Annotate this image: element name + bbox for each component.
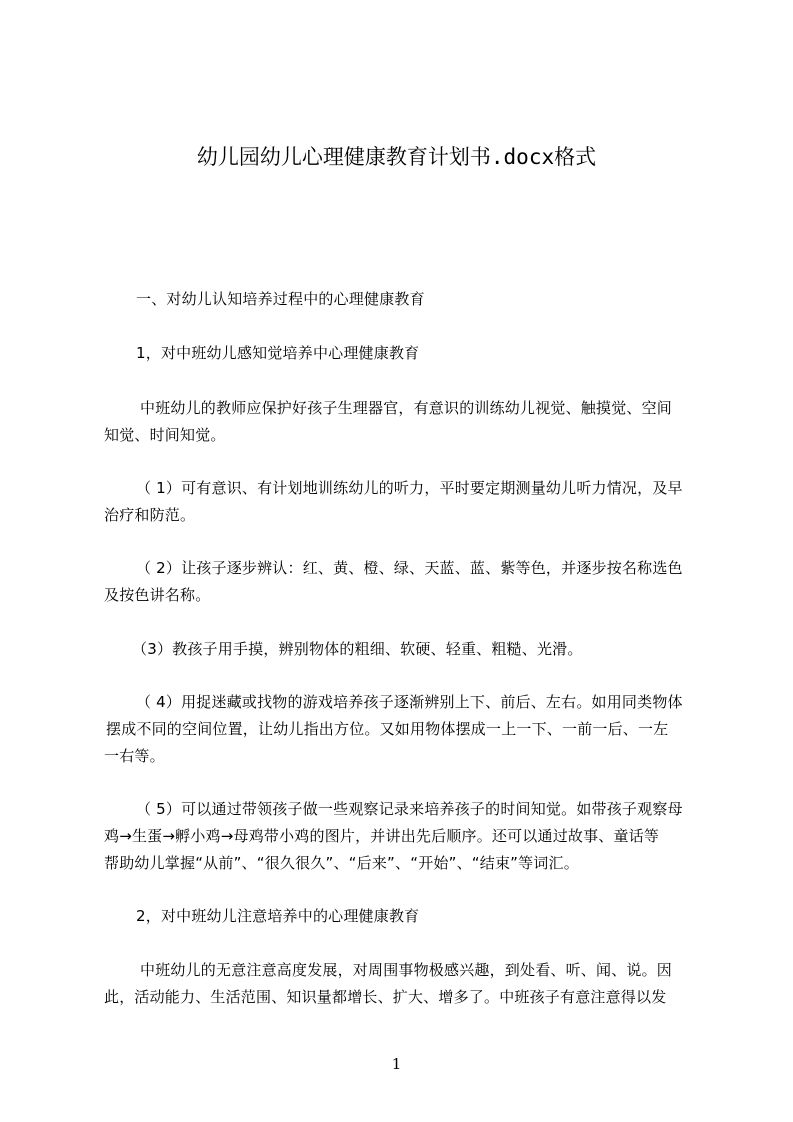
subsection-heading: 1，对中班幼儿感知觉培养中心理健康教育 [136, 344, 420, 362]
paragraph-line: 知觉、时间知觉。 [104, 426, 226, 444]
paragraph-line: 治疗和防范。 [104, 506, 196, 524]
paragraph-line: 一右等。 [104, 747, 165, 765]
document-title [0, 142, 793, 172]
paragraph-line: 帮助幼儿掌握“从前”、“很久很久”、“后来”、“开始”、“结束”等词汇。 [104, 854, 579, 872]
paragraph-line: （ 5）可以通过带领孩子做一些观察记录来培养孩子的时间知觉。如带孩子观察母 [136, 800, 683, 818]
paragraph-line: 摆成不同的空间位置，让幼儿指出方位。又如用物体摆成一上一下、一前一后、一左 [106, 720, 669, 738]
paragraph-line: （ 1）可有意识、有计划地训练幼儿的听力，平时要定期测量幼儿听力情况，及早 [136, 479, 683, 497]
paragraph-line: （ 4）用捉迷藏或找物的游戏培养孩子逐渐辨别上下、前后、左右。如用同类物体 [136, 693, 683, 711]
paragraph-line: 中班幼儿的无意注意高度发展，对周围事物极感兴趣，到处看、听、闻、说。因 [140, 961, 673, 979]
paragraph-line: 鸡→生蛋→孵小鸡→母鸡带小鸡的图片，并讲出先后顺序。还可以通过故事、童话等 [104, 827, 660, 845]
title-suffix: 格式 [554, 145, 597, 169]
page-number: 1 [391, 1055, 402, 1073]
paragraph-line: 此，活动能力、生活范围、知识量都增长、扩大、增多了。中班孩子有意注意得以发 [104, 988, 667, 1006]
paragraph-line: （ 2）让孩子逐步辨认：红、黄、橙、绿、天蓝、蓝、紫等色，并逐步按名称选色 [136, 559, 683, 577]
section-heading: 一、对幼儿认知培养过程中的心理健康教育 [136, 290, 425, 308]
subsection-heading: 2，对中班幼儿注意培养中的心理健康教育 [136, 907, 420, 925]
title-extension: .docx [490, 145, 555, 169]
paragraph-line: 及按色讲名称。 [104, 586, 211, 604]
title-main: 幼儿园幼儿心理健康教育计划书 [196, 145, 491, 169]
paragraph-line: （3）教孩子用手摸，辨别物体的粗细、软硬、轻重、粗糙、光滑。 [132, 640, 583, 658]
paragraph-line: 中班幼儿的教师应保护好孩子生理器官，有意识的训练幼儿视觉、触摸觉、空间 [140, 399, 673, 417]
